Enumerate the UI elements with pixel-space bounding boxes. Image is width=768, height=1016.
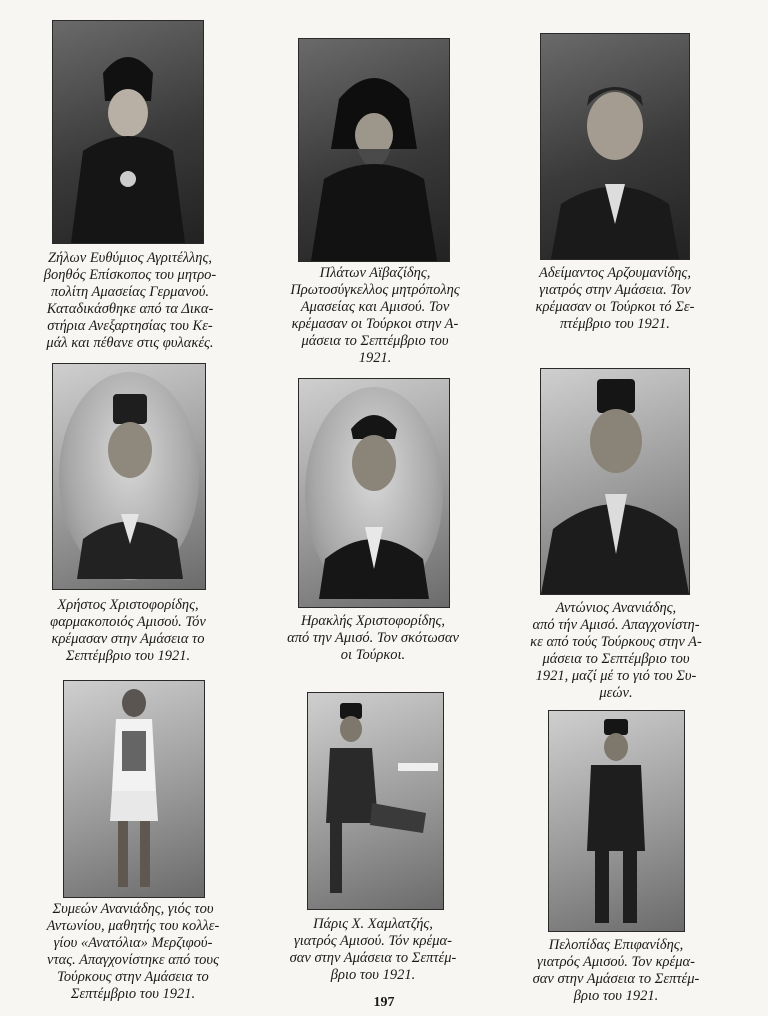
standing-man-figure	[549, 711, 684, 931]
portrait-photo	[298, 378, 450, 608]
page-number: 197	[373, 995, 395, 1010]
athlete-figure	[64, 681, 204, 897]
portrait-caption: Πλάτων Αϊβαζίδης, Πρωτοσύγκελλος μητρόπολης Αμασείας και Αμισού. Τον κρέμασαν οι Τούρκοι στην Α- μάσεια το Σεπτέμβριο του 1921.	[290, 265, 460, 366]
fez-man-figure	[541, 369, 689, 594]
bishop-seated-figure	[53, 21, 203, 243]
portrait-caption: Αδείμαντος Αρζουμανίδης, γιατρός στην Αμάσεια. Τον κρέμασαν οι Τούρκοι τό Σε- πτέμβριο του 1921.	[535, 265, 695, 332]
gentleman-figure	[541, 34, 689, 259]
portrait-caption: Πελοπίδας Επιφανίδης, γιατρός Αμισού. Τον κρέμα- σαν στην Αμάσεια το Σεπτέμ- βριο του 1921.	[532, 937, 700, 1004]
portrait-caption: Χρήστος Χριστοφορίδης, φαρμακοποιός Αμισού. Τόν κρέμασαν στην Αμάσεια το Σεπτέμβριο του 1921.	[50, 597, 206, 664]
archimandrite-figure	[299, 39, 449, 261]
portrait-photo	[52, 363, 206, 590]
portrait-photo	[63, 680, 205, 898]
portrait-photo	[52, 20, 204, 244]
young-man-figure	[299, 379, 449, 607]
portrait-photo	[298, 38, 450, 262]
seated-man-figure	[308, 693, 443, 909]
portrait-photo	[548, 710, 685, 932]
portrait-caption: Πάρις Χ. Χαμλατζής, γιατρός Αμισού. Τόν κρέμα- σαν στην Αμάσεια το Σεπτέμ- βριο του 1921.	[289, 916, 457, 983]
portrait-photo	[540, 368, 690, 595]
portrait-caption: Αντώνιος Ανανιάδης, από τήν Αμισό. Απαγχονίστη- κε από τούς Τούρκους στην Α- μάσεια το Σεπτέμβριο του 1921, μαζί μέ το γιό του Συ- μεών.	[530, 600, 702, 701]
portrait-photo	[540, 33, 690, 260]
portrait-caption: Συμεών Ανανιάδης, γιός του Αντωνίου, μαθητής του κολλε- γίου «Ανατόλια» Μερζιφού- ντας. Απαγχονίστηκε από τους Τούρκους στην Αμάσεια το Σεπτέμβριο του 1921.	[46, 901, 220, 1002]
portrait-caption: Ηρακλής Χριστοφορίδης, από την Αμισό. Τον σκότωσαν οι Τούρκοι.	[287, 613, 459, 663]
portrait-photo	[307, 692, 444, 910]
fez-gentleman-figure	[53, 364, 205, 589]
portrait-caption: Ζήλων Ευθύμιος Αγριτέλλης, βοηθός Επίσκοπος του μητρο- πολίτη Αμασείας Γερμανού. Καταδικάσθηκε από τα Δικα- στήρια Ανεξαρτησίας του Κε- μάλ και πέθανε στις φυλακές.	[43, 250, 217, 351]
